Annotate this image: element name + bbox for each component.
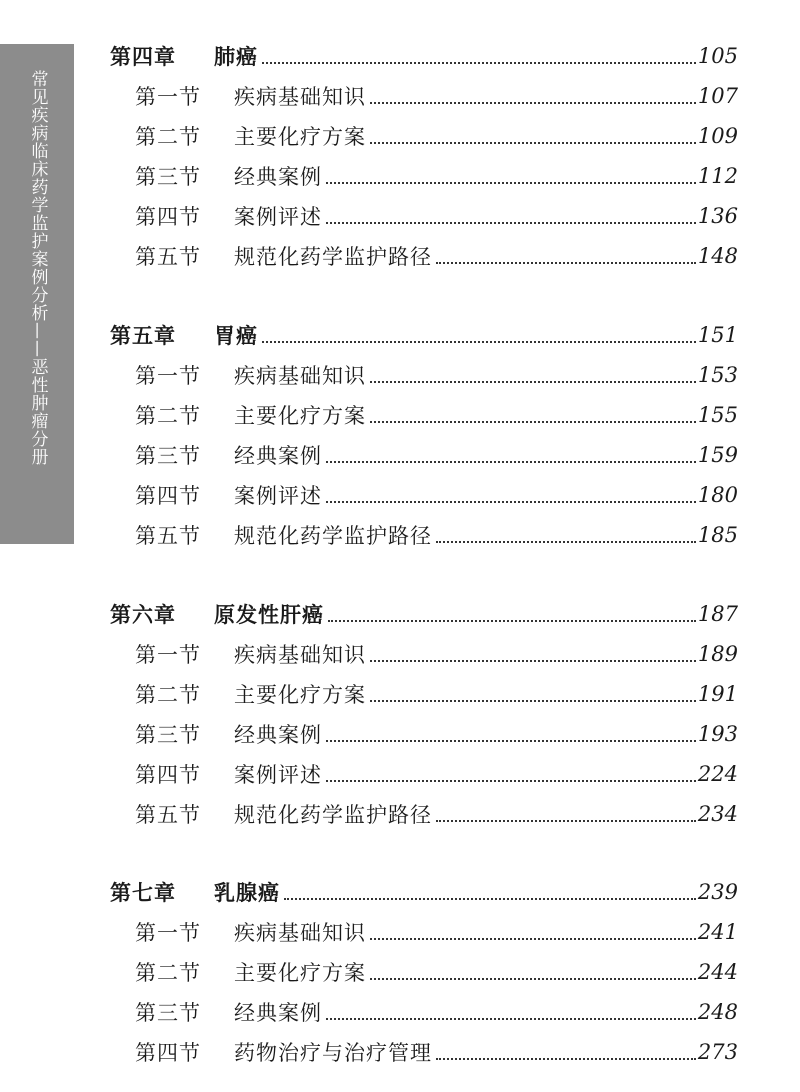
page-number: 191	[697, 682, 738, 706]
dot-leader	[326, 501, 696, 503]
section-title: 疾病基础知识	[234, 364, 366, 388]
section-entry[interactable]	[0, 196, 800, 236]
section-number: 第二节	[135, 961, 201, 985]
page-number: 136	[697, 204, 738, 228]
dot-leader	[326, 461, 696, 463]
chapter-number: 第六章	[110, 603, 176, 627]
section-entry[interactable]	[0, 754, 800, 794]
dot-leader	[436, 262, 696, 264]
dot-leader	[436, 541, 696, 543]
dot-leader	[436, 820, 696, 822]
dot-leader	[326, 740, 696, 742]
section-entry[interactable]	[0, 355, 800, 395]
section-title: 疾病基础知识	[234, 643, 366, 667]
section-number: 第四节	[135, 1041, 201, 1065]
section-title: 经典案例	[234, 444, 322, 468]
chapter-number: 第四章	[110, 45, 176, 69]
chapter-entry[interactable]	[0, 315, 800, 355]
section-title: 主要化疗方案	[234, 404, 366, 428]
section-title: 规范化药学监护路径	[234, 245, 432, 269]
page-number: 189	[697, 642, 738, 666]
section-entry[interactable]	[0, 156, 800, 196]
dot-leader	[326, 1018, 696, 1020]
dot-leader	[262, 62, 696, 64]
section-title: 案例评述	[234, 205, 322, 229]
section-entry[interactable]	[0, 1032, 800, 1072]
section-entry[interactable]	[0, 76, 800, 116]
section-number: 第一节	[135, 364, 201, 388]
section-entry[interactable]	[0, 912, 800, 952]
section-title: 经典案例	[234, 165, 322, 189]
section-title: 规范化药学监护路径	[234, 803, 432, 827]
page-number: 148	[697, 244, 738, 268]
section-number: 第三节	[135, 1001, 201, 1025]
section-entry[interactable]	[0, 395, 800, 435]
section-number: 第四节	[135, 205, 201, 229]
chapter-title: 乳腺癌	[214, 881, 280, 905]
dot-leader	[262, 341, 696, 343]
section-number: 第五节	[135, 245, 201, 269]
chapter-entry[interactable]	[0, 872, 800, 912]
section-title: 案例评述	[234, 763, 322, 787]
dot-leader	[436, 1058, 696, 1060]
page-number: 159	[697, 443, 738, 467]
section-title: 经典案例	[234, 1001, 322, 1025]
page-number: 224	[697, 762, 738, 786]
section-entry[interactable]	[0, 435, 800, 475]
dot-leader	[370, 102, 696, 104]
section-entry[interactable]	[0, 794, 800, 834]
dot-leader	[370, 381, 696, 383]
page-number: 241	[697, 920, 738, 944]
chapter-title: 原发性肝癌	[214, 603, 324, 627]
section-entry[interactable]	[0, 674, 800, 714]
section-entry[interactable]	[0, 714, 800, 754]
dot-leader	[326, 780, 696, 782]
chapter-block	[0, 315, 800, 555]
page-number: 244	[697, 960, 738, 984]
dot-leader	[370, 938, 696, 940]
section-number: 第五节	[135, 803, 201, 827]
section-entry[interactable]	[0, 634, 800, 674]
section-entry[interactable]	[0, 952, 800, 992]
page-number: 155	[697, 403, 738, 427]
dot-leader	[328, 620, 696, 622]
section-entry[interactable]	[0, 116, 800, 156]
page-number: 151	[697, 323, 738, 347]
section-title: 药物治疗与治疗管理	[234, 1041, 432, 1065]
page-number: 109	[697, 124, 738, 148]
dot-leader	[370, 660, 696, 662]
page-number: 193	[697, 722, 738, 746]
side-tab-text: 常见疾病临床药学监护案例分析——恶性肿瘤分册	[27, 70, 48, 466]
section-number: 第五节	[135, 524, 201, 548]
section-title: 经典案例	[234, 723, 322, 747]
section-number: 第三节	[135, 723, 201, 747]
dot-leader	[370, 978, 696, 980]
section-title: 规范化药学监护路径	[234, 524, 432, 548]
page-number: 112	[697, 164, 738, 188]
dot-leader	[284, 898, 696, 900]
chapter-number: 第五章	[110, 324, 176, 348]
page-number: 105	[697, 44, 738, 68]
chapter-title: 肺癌	[214, 45, 258, 69]
chapter-entry[interactable]	[0, 36, 800, 76]
chapter-block	[0, 36, 800, 276]
chapter-title: 胃癌	[214, 324, 258, 348]
dot-leader	[370, 700, 696, 702]
dot-leader	[326, 182, 696, 184]
dot-leader	[370, 421, 696, 423]
page-number: 239	[697, 880, 738, 904]
page-number: 180	[697, 483, 738, 507]
section-entry[interactable]	[0, 236, 800, 276]
section-title: 主要化疗方案	[234, 125, 366, 149]
section-title: 主要化疗方案	[234, 961, 366, 985]
section-number: 第一节	[135, 643, 201, 667]
section-number: 第三节	[135, 165, 201, 189]
page-number: 185	[697, 523, 738, 547]
section-entry[interactable]	[0, 475, 800, 515]
section-number: 第二节	[135, 125, 201, 149]
section-number: 第二节	[135, 683, 201, 707]
page-number: 234	[697, 802, 738, 826]
chapter-block	[0, 594, 800, 834]
section-entry[interactable]	[0, 515, 800, 555]
chapter-block	[0, 872, 800, 1072]
section-title: 疾病基础知识	[234, 85, 366, 109]
page-number: 187	[697, 602, 738, 626]
section-number: 第二节	[135, 404, 201, 428]
section-title: 疾病基础知识	[234, 921, 366, 945]
chapter-entry[interactable]	[0, 594, 800, 634]
dot-leader	[370, 142, 696, 144]
section-number: 第一节	[135, 921, 201, 945]
page-number: 107	[697, 84, 738, 108]
section-entry[interactable]	[0, 992, 800, 1032]
page-number: 248	[697, 1000, 738, 1024]
section-number: 第四节	[135, 763, 201, 787]
page-number: 153	[697, 363, 738, 387]
section-title: 主要化疗方案	[234, 683, 366, 707]
section-number: 第四节	[135, 484, 201, 508]
section-number: 第三节	[135, 444, 201, 468]
page-number: 273	[697, 1040, 738, 1064]
section-title: 案例评述	[234, 484, 322, 508]
chapter-number: 第七章	[110, 881, 176, 905]
dot-leader	[326, 222, 696, 224]
section-number: 第一节	[135, 85, 201, 109]
